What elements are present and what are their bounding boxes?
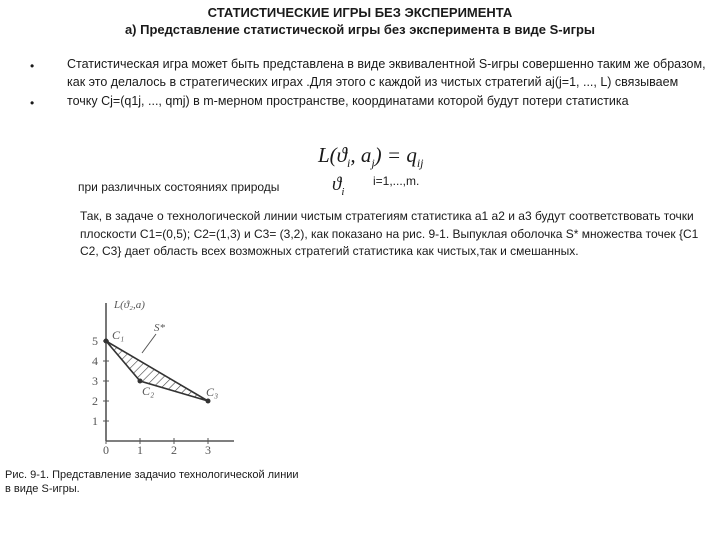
y-tick-label: 5 bbox=[92, 334, 98, 348]
s-game-plot bbox=[84, 295, 244, 455]
strategy-point bbox=[104, 339, 109, 344]
formula-mid: , a bbox=[350, 143, 372, 167]
formula-sub-ij: ij bbox=[416, 156, 424, 171]
strategy-point-label: C₁ bbox=[112, 328, 125, 342]
page-title: СТАТИСТИЧЕСКИЕ ИГРЫ БЕЗ ЭКСПЕРИМЕНТА bbox=[207, 5, 513, 20]
formula-eq: ) = q bbox=[374, 143, 417, 167]
formula-sub-i: i bbox=[346, 156, 351, 171]
bullet-marker: • bbox=[30, 96, 35, 110]
paragraph-s-game-definition: Статистическая игра может быть представлена в виде эквивалентной S-игры совершенно таким же образом, как это делалось в стратегических играх .Для этого с каждой из чистых стратегий aj(j=1, ..., L) связываем точку Cj=(q1j, ..., qmj) в m-мерном пространстве, координатами которой будут потери статистика bbox=[67, 57, 706, 108]
theta-sub: i bbox=[341, 185, 345, 198]
y-tick-label: 1 bbox=[92, 414, 98, 428]
formula-lhs: L(ϑ bbox=[318, 143, 347, 167]
y-tick-label: 3 bbox=[92, 374, 98, 388]
bullet-marker: • bbox=[30, 59, 35, 73]
s-star-pointer bbox=[142, 334, 156, 353]
s-star-label: S* bbox=[154, 322, 165, 334]
x-tick-label: 0 bbox=[103, 443, 109, 455]
y-axis-label: L(ϑ₂,a) bbox=[114, 299, 145, 311]
strategy-point-label: C₃ bbox=[206, 385, 219, 399]
x-tick-label: 1 bbox=[137, 443, 143, 455]
x-tick-label: 2 bbox=[171, 443, 177, 455]
formula-sub-j: j bbox=[371, 156, 375, 171]
strategy-point bbox=[138, 379, 143, 384]
page-subtitle: а) Представление статистической игры без эксперимента в виде S-игры bbox=[124, 22, 596, 37]
theta-symbol bbox=[332, 174, 344, 198]
strategy-point-label: C₂ bbox=[142, 384, 155, 398]
paragraph-example: Так, в задаче о технологической линии чистым стратегиям статистика а1 а2 и а3 будут соответствовать точки плоскости С1=(0,5); С2=(1,3) и С3= (3,2), как показано на рис. 9-1. Выпуклая оболочка S* множества точек {С1 С2, С3} дает область всех возможных стратегий статистика как чистых,так и смешанных. bbox=[80, 209, 699, 259]
index-range-text: i=1,...,m. bbox=[373, 174, 420, 188]
loss-formula bbox=[318, 143, 424, 171]
figure-caption: Рис. 9-1. Представление задачио технологической линии в виде S-игры. bbox=[5, 469, 299, 495]
x-tick-label: 3 bbox=[205, 443, 211, 455]
convex-hull-s-star bbox=[106, 341, 208, 401]
theta-letter: ϑ bbox=[332, 174, 342, 195]
nature-states-text: при различных состояниях природы bbox=[78, 180, 280, 194]
y-tick-label: 2 bbox=[92, 394, 98, 408]
strategy-point bbox=[206, 399, 211, 404]
figure-9-1 bbox=[84, 295, 244, 460]
y-tick-label: 4 bbox=[92, 354, 98, 368]
